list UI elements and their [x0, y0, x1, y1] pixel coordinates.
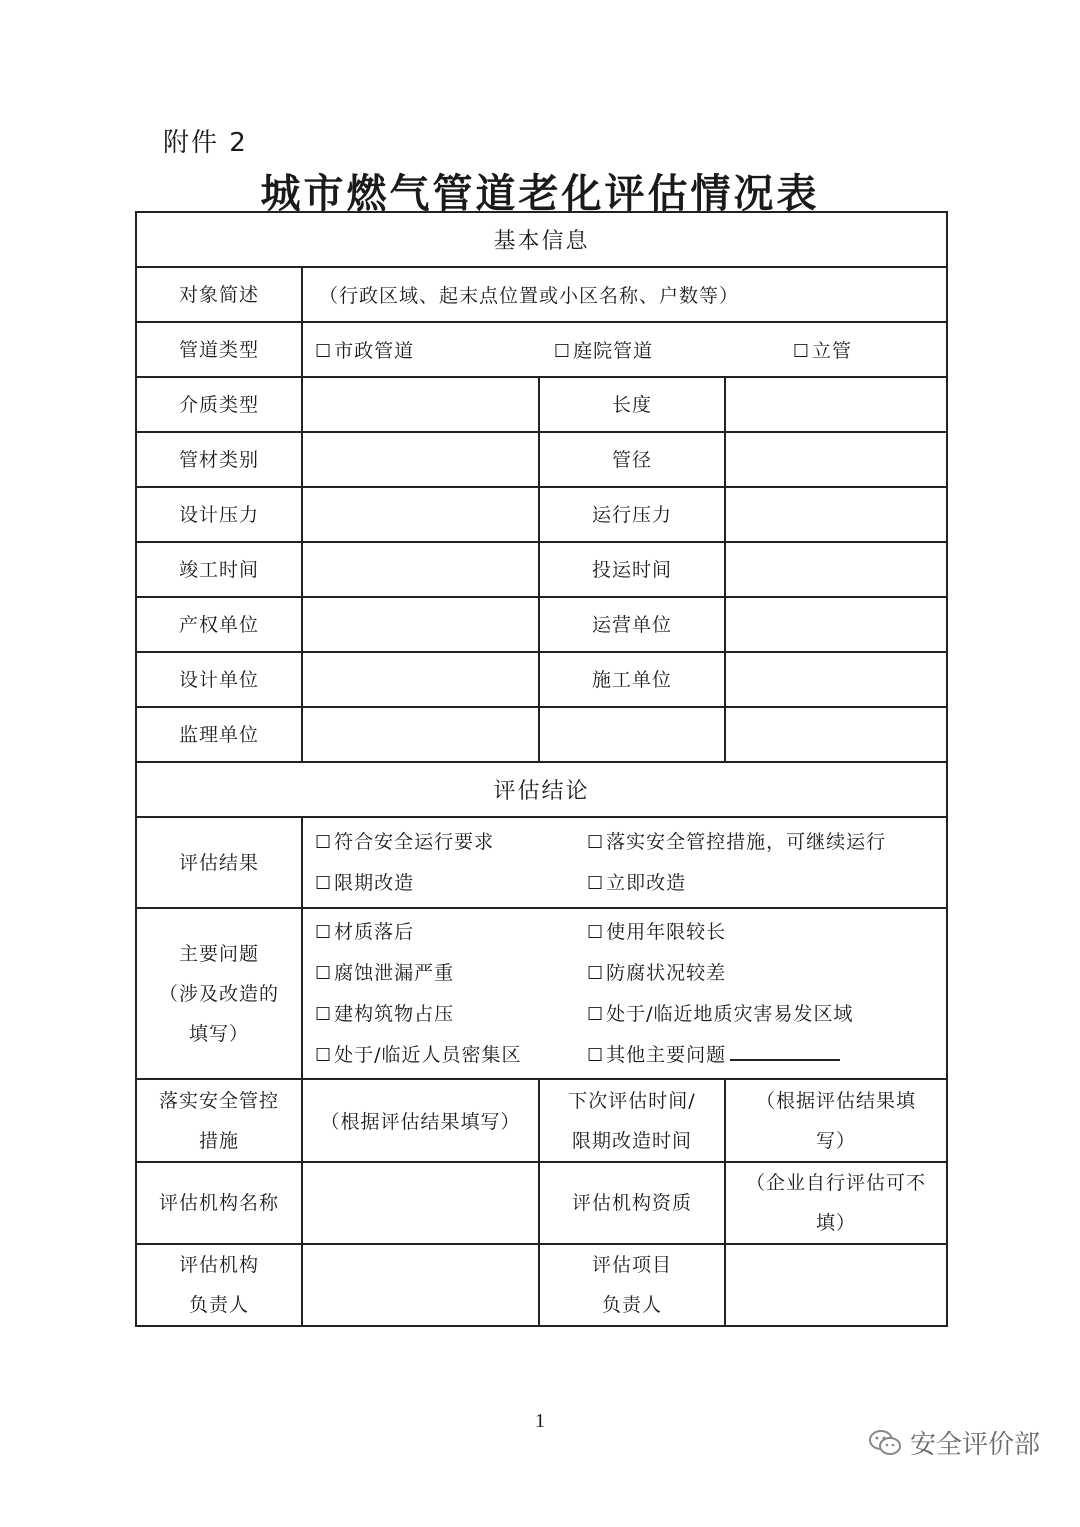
row-object	[136, 267, 947, 322]
option-label: 处于/临近人员密集区	[334, 1043, 522, 1066]
checkbox-icon[interactable]: ☐	[315, 831, 333, 853]
label-line: 主要问题	[178, 942, 259, 965]
row-dates	[136, 542, 947, 597]
project-lead-label	[539, 1244, 725, 1326]
object-label: 对象简述	[136, 267, 302, 322]
field-value[interactable]	[725, 377, 947, 432]
row-supervision	[136, 707, 947, 762]
field-value[interactable]	[725, 597, 947, 652]
checkbox-icon[interactable]: ☐	[587, 1003, 605, 1025]
field-value[interactable]	[302, 652, 539, 707]
row-result	[136, 817, 947, 908]
field-label: 运行压力	[539, 487, 725, 542]
field-label: 运营单位	[539, 597, 725, 652]
option-label: 立即改造	[606, 871, 687, 894]
field-value[interactable]	[302, 707, 539, 762]
label-line: 负责人	[188, 1294, 249, 1316]
hint-line: 写）	[816, 1129, 857, 1152]
label-line: 措施	[198, 1129, 239, 1152]
section-title: 基本信息	[136, 212, 947, 267]
measures-label	[136, 1079, 302, 1162]
checkbox-icon[interactable]: ☐	[587, 921, 605, 943]
checkbox-icon[interactable]: ☐	[587, 872, 605, 894]
field-label: 监理单位	[136, 707, 302, 762]
checkbox-icon[interactable]: ☐	[792, 341, 810, 362]
label-line: 负责人	[601, 1294, 662, 1316]
field-value[interactable]	[725, 432, 947, 487]
option-label: 防腐状况较差	[606, 961, 727, 984]
section-conclusion	[136, 762, 947, 817]
problem-option[interactable]	[315, 912, 587, 953]
field-label: 介质类型	[136, 377, 302, 432]
field-label: 管径	[539, 432, 725, 487]
checkbox-icon[interactable]: ☐	[315, 921, 333, 943]
result-option[interactable]	[587, 863, 946, 904]
checkbox-icon[interactable]: ☐	[315, 1003, 333, 1025]
measures-hint[interactable]: （根据评估结果填写）	[302, 1079, 539, 1162]
checkbox-icon[interactable]: ☐	[587, 831, 605, 853]
problem-options	[302, 908, 947, 1079]
field-value[interactable]	[725, 652, 947, 707]
next-eval-hint[interactable]	[725, 1079, 947, 1162]
option-label: 庭院管道	[573, 340, 654, 362]
section-title: 评估结论	[136, 762, 947, 817]
row-measures	[136, 1079, 947, 1162]
pipe-type-option[interactable]	[315, 336, 414, 363]
result-options	[302, 817, 947, 908]
option-label: 使用年限较长	[606, 920, 727, 943]
agency-lead-label	[136, 1244, 302, 1326]
field-value[interactable]	[725, 487, 947, 542]
field-label: 投运时间	[539, 542, 725, 597]
page-number: 1	[535, 1410, 545, 1432]
label-line: 落实安全管控	[158, 1089, 279, 1112]
checkbox-icon[interactable]: ☐	[315, 1044, 333, 1066]
row-material	[136, 432, 947, 487]
document-title: 城市燃气管道老化评估情况表	[260, 170, 820, 217]
option-label: 处于/临近地质灾害易发区域	[606, 1002, 854, 1025]
row-design	[136, 652, 947, 707]
checkbox-icon[interactable]: ☐	[587, 1044, 605, 1066]
object-hint[interactable]: （行政区域、起末点位置或小区名称、户数等）	[302, 267, 947, 322]
field-value[interactable]	[302, 487, 539, 542]
option-label: 材质落后	[334, 920, 415, 943]
attachment-label: 附件 2	[163, 128, 248, 158]
field-value[interactable]	[302, 377, 539, 432]
option-label: 市政管道	[334, 340, 415, 362]
agency-name-value[interactable]	[302, 1162, 539, 1244]
option-label: 立管	[811, 340, 852, 362]
label-line: （涉及改造的	[158, 982, 279, 1005]
row-leads	[136, 1244, 947, 1326]
field-value[interactable]	[725, 707, 947, 762]
checkbox-icon[interactable]: ☐	[315, 872, 333, 894]
next-eval-label	[539, 1079, 725, 1162]
row-pipe-type	[136, 322, 947, 377]
checkbox-icon[interactable]: ☐	[587, 962, 605, 984]
field-label: 产权单位	[136, 597, 302, 652]
hint-line: （根据评估结果填	[756, 1089, 917, 1112]
assessment-form-table	[135, 211, 948, 1327]
field-label: 设计压力	[136, 487, 302, 542]
hint-line: 填）	[816, 1212, 857, 1234]
field-label-empty	[539, 707, 725, 762]
option-label: 其他主要问题	[606, 1043, 727, 1066]
field-label: 施工单位	[539, 652, 725, 707]
field-value[interactable]	[302, 542, 539, 597]
pipe-type-label: 管道类型	[136, 322, 302, 377]
agency-qual-hint[interactable]	[725, 1162, 947, 1244]
problems-label	[136, 908, 302, 1079]
checkbox-icon[interactable]: ☐	[315, 341, 333, 362]
row-pressure	[136, 487, 947, 542]
label-line: 评估项目	[591, 1254, 672, 1276]
field-value[interactable]	[302, 432, 539, 487]
hint-line: （企业自行评估可不	[746, 1172, 927, 1194]
result-option[interactable]	[587, 822, 946, 863]
row-problems	[136, 908, 947, 1079]
wechat-icon	[868, 1428, 902, 1458]
problem-option[interactable]	[587, 953, 946, 994]
agency-name-label: 评估机构名称	[136, 1162, 302, 1244]
section-basic-info	[136, 212, 947, 267]
agency-lead-value[interactable]	[302, 1244, 539, 1326]
label-line: 下次评估时间/	[568, 1089, 696, 1112]
result-option[interactable]	[315, 822, 587, 863]
option-label: 建构筑物占压	[334, 1002, 455, 1025]
row-owner	[136, 597, 947, 652]
problem-option-other[interactable]	[587, 1035, 946, 1076]
checkbox-icon[interactable]: ☐	[315, 962, 333, 984]
problem-option[interactable]	[315, 1035, 587, 1076]
checkbox-icon[interactable]: ☐	[553, 341, 572, 362]
pipe-type-options	[302, 322, 947, 377]
label-line: 评估机构	[178, 1254, 259, 1276]
option-label: 限期改造	[334, 871, 415, 894]
label-line: 填写）	[188, 1022, 249, 1045]
field-value[interactable]	[302, 597, 539, 652]
problem-option[interactable]	[315, 994, 587, 1035]
watermark	[868, 1424, 1040, 1461]
row-medium	[136, 377, 947, 432]
field-label: 管材类别	[136, 432, 302, 487]
option-label: 腐蚀泄漏严重	[334, 961, 455, 984]
pipe-type-option[interactable]	[793, 336, 852, 363]
watermark-text: 安全评价部	[910, 1430, 1041, 1460]
row-agency	[136, 1162, 947, 1244]
option-label: 符合安全运行要求	[334, 830, 495, 853]
field-label: 竣工时间	[136, 542, 302, 597]
pipe-type-option[interactable]	[554, 336, 653, 363]
agency-qual-label: 评估机构资质	[539, 1162, 725, 1244]
project-lead-value[interactable]	[725, 1244, 947, 1326]
label-line: 限期改造时间	[571, 1129, 692, 1152]
option-label: 落实安全管控措施，可继续运行	[606, 830, 887, 853]
problem-option[interactable]	[587, 912, 946, 953]
field-label: 设计单位	[136, 652, 302, 707]
other-problem-blank[interactable]	[730, 1041, 840, 1061]
field-label: 长度	[539, 377, 725, 432]
result-label: 评估结果	[136, 817, 302, 908]
field-value[interactable]	[725, 542, 947, 597]
problem-option[interactable]	[315, 953, 587, 994]
problem-option[interactable]	[587, 994, 946, 1035]
result-option[interactable]	[315, 863, 587, 904]
